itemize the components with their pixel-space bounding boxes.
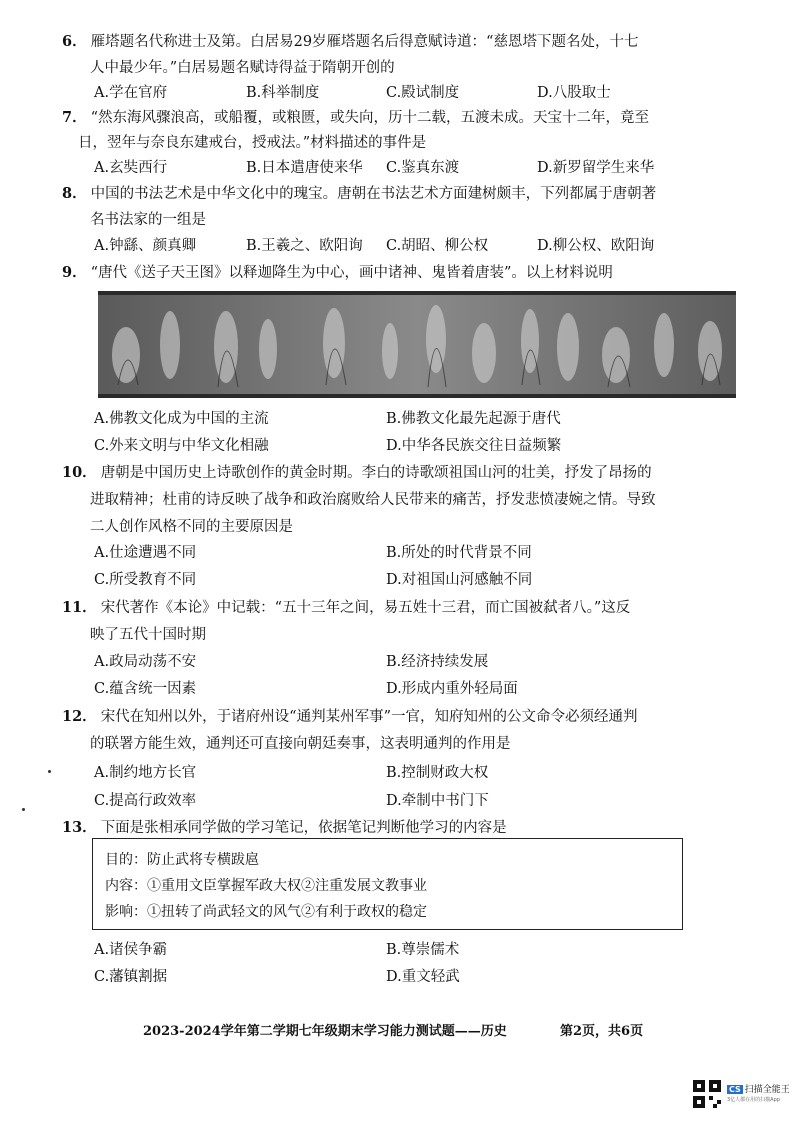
question-12-option-d: D.牵制中书门下 bbox=[386, 793, 489, 809]
question-6-line-2: 人中最少年。”白居易题名赋诗得益于隋朝开创的 bbox=[90, 60, 395, 76]
question-8-option-a: A.钟繇、颜真卿 bbox=[94, 238, 197, 254]
question-13-option-c: C.藩镇割据 bbox=[94, 969, 168, 985]
question-8-line-2: 名书法家的一组是 bbox=[90, 212, 206, 228]
question-7-number: 7． bbox=[62, 109, 87, 126]
note-purpose: 目的：防止武将专横跋扈 bbox=[105, 852, 259, 868]
question-10-option-c: C.所受教育不同 bbox=[94, 572, 197, 588]
study-note-box bbox=[92, 838, 683, 930]
question-10-option-a: A.仕途遭遇不同 bbox=[94, 545, 197, 561]
question-12-option-a: A.制约地方长官 bbox=[94, 765, 197, 781]
question-13-option-a: A.诸侯争霸 bbox=[94, 942, 168, 958]
question-12-option-c: C.提高行政效率 bbox=[94, 793, 197, 809]
question-11-option-d: D.形成内重外轻局面 bbox=[386, 681, 518, 697]
question-10-text-1: 唐朝是中国历史上诗歌创作的黄金时期。李白的诗歌颂祖国山河的壮美，抒发了昂扬的 bbox=[100, 465, 652, 481]
question-8-text-1: 中国的书法艺术是中华文化中的瑰宝。唐朝在书法艺术方面建树颇丰，下列都属于唐朝著 bbox=[90, 186, 657, 202]
question-7-line-1 bbox=[62, 108, 649, 128]
note-content: 内容：①重用文臣掌握军政大权②注重发展文教事业 bbox=[105, 878, 427, 894]
question-12-option-b: B.控制财政大权 bbox=[386, 765, 489, 781]
question-7-option-a: A.玄奘西行 bbox=[94, 160, 168, 176]
question-8-option-c: C.胡昭、柳公权 bbox=[386, 238, 489, 254]
question-13-option-b: B.尊崇儒术 bbox=[386, 942, 460, 958]
question-7-line-2: 日，翌年与奈良东建戒台，授戒法。”材料描述的事件是 bbox=[78, 135, 427, 151]
scanner-app-name bbox=[727, 1082, 790, 1095]
question-12-line-1 bbox=[62, 707, 638, 727]
question-6-option-b: B.科举制度 bbox=[246, 85, 320, 101]
question-6-option-c: C.殿试制度 bbox=[386, 85, 460, 101]
question-9-text-1: “唐代《送子天王图》以释迦降生为中心，画中诸神、鬼皆着唐装”。以上材料说明 bbox=[90, 265, 613, 281]
question-10-option-b: B.所处的时代背景不同 bbox=[386, 545, 532, 561]
qr-code-icon bbox=[693, 1080, 721, 1108]
question-7-option-d: D.新罗留学生来华 bbox=[537, 160, 655, 176]
question-13-option-d: D.重文轻武 bbox=[386, 969, 460, 985]
question-9-option-b: B.佛教文化最先起源于唐代 bbox=[386, 411, 561, 427]
question-6-line-1 bbox=[62, 32, 638, 52]
question-8-number: 8． bbox=[62, 185, 87, 202]
question-11-text-1: 宋代著作《本论》中记载：“五十三年之间，易五姓十三君，而亡国被弑者八。”这反 bbox=[100, 600, 631, 616]
question-11-option-a: A.政局动荡不安 bbox=[94, 654, 197, 670]
painting-image bbox=[98, 291, 736, 398]
question-10-line-1 bbox=[62, 463, 652, 483]
scan-speck bbox=[22, 808, 25, 811]
question-11-line-1 bbox=[62, 598, 630, 618]
question-6-option-a: A.学在官府 bbox=[94, 85, 168, 101]
question-11-line-2: 映了五代十国时期 bbox=[90, 627, 206, 643]
note-impact: 影响：①扭转了尚武轻文的风气②有利于政权的稳定 bbox=[105, 904, 427, 920]
question-11-option-b: B.经济持续发展 bbox=[386, 654, 489, 670]
question-13-text-1: 下面是张相承同学做的学习笔记，依据笔记判断他学习的内容是 bbox=[100, 820, 507, 836]
scan-speck bbox=[48, 770, 51, 773]
question-13-number: 13． bbox=[62, 819, 97, 836]
question-10-line-2: 进取精神；杜甫的诗反映了战争和政治腐败给人民带来的痛苦，抒发悲愤凄婉之情。导致 bbox=[90, 492, 656, 508]
question-10-line-3: 二人创作风格不同的主要原因是 bbox=[90, 519, 293, 535]
question-8-line-1 bbox=[62, 184, 656, 204]
painting-figures bbox=[98, 295, 736, 394]
question-8-option-d: D.柳公权、欧阳询 bbox=[537, 238, 655, 254]
question-11-option-c: C.蕴含统一因素 bbox=[94, 681, 197, 697]
question-7-option-c: C.鉴真东渡 bbox=[386, 160, 460, 176]
question-9-option-c: C.外来文明与中华文化相融 bbox=[94, 438, 269, 454]
scanner-name-text: 扫描全能王 bbox=[744, 1085, 790, 1095]
question-8-option-b: B.王羲之、欧阳询 bbox=[246, 238, 363, 254]
question-7-text-1: “然东海风骤浪高，或船覆，或粮匮，或失向，历十二载，五渡未成。天宝十二年，竟至 bbox=[90, 110, 650, 126]
question-12-number: 12． bbox=[62, 708, 97, 725]
question-6-number: 6． bbox=[62, 33, 87, 50]
scanner-watermark bbox=[693, 1080, 789, 1110]
question-11-number: 11． bbox=[62, 599, 97, 616]
scanner-app-tagline: 3亿人都在用的扫描App bbox=[727, 1097, 780, 1103]
question-9-number: 9． bbox=[62, 264, 87, 281]
question-10-option-d: D.对祖国山河感触不同 bbox=[386, 572, 533, 588]
cs-logo-icon: CS bbox=[729, 1085, 741, 1094]
question-13-line-1 bbox=[62, 818, 507, 838]
question-9-option-a: A.佛教文化成为中国的主流 bbox=[94, 411, 269, 427]
question-6-text-1: 雁塔题名代称进士及第。白居易29岁雁塔题名后得意赋诗道：“慈恩塔下题名处，十七 bbox=[90, 34, 639, 50]
question-9-line-1 bbox=[62, 263, 613, 283]
question-12-text-1: 宋代在知州以外，于诸府州设“通判某州军事”一官，知府知州的公文命令必须经通判 bbox=[100, 709, 638, 725]
question-6-option-d: D.八股取士 bbox=[537, 85, 611, 101]
footer-exam-title: 2023-2024学年第二学期七年级期末学习能力测试题——历史 bbox=[143, 1024, 507, 1039]
footer-page-number: 第2页，共6页 bbox=[560, 1024, 644, 1039]
question-7-option-b: B.日本遣唐使来华 bbox=[246, 160, 363, 176]
question-12-line-2: 的联署方能生效，通判还可直接向朝廷奏事，这表明通判的作用是 bbox=[90, 736, 511, 752]
question-10-number: 10． bbox=[62, 464, 97, 481]
question-9-option-d: D.中华各民族交往日益频繁 bbox=[386, 438, 562, 454]
